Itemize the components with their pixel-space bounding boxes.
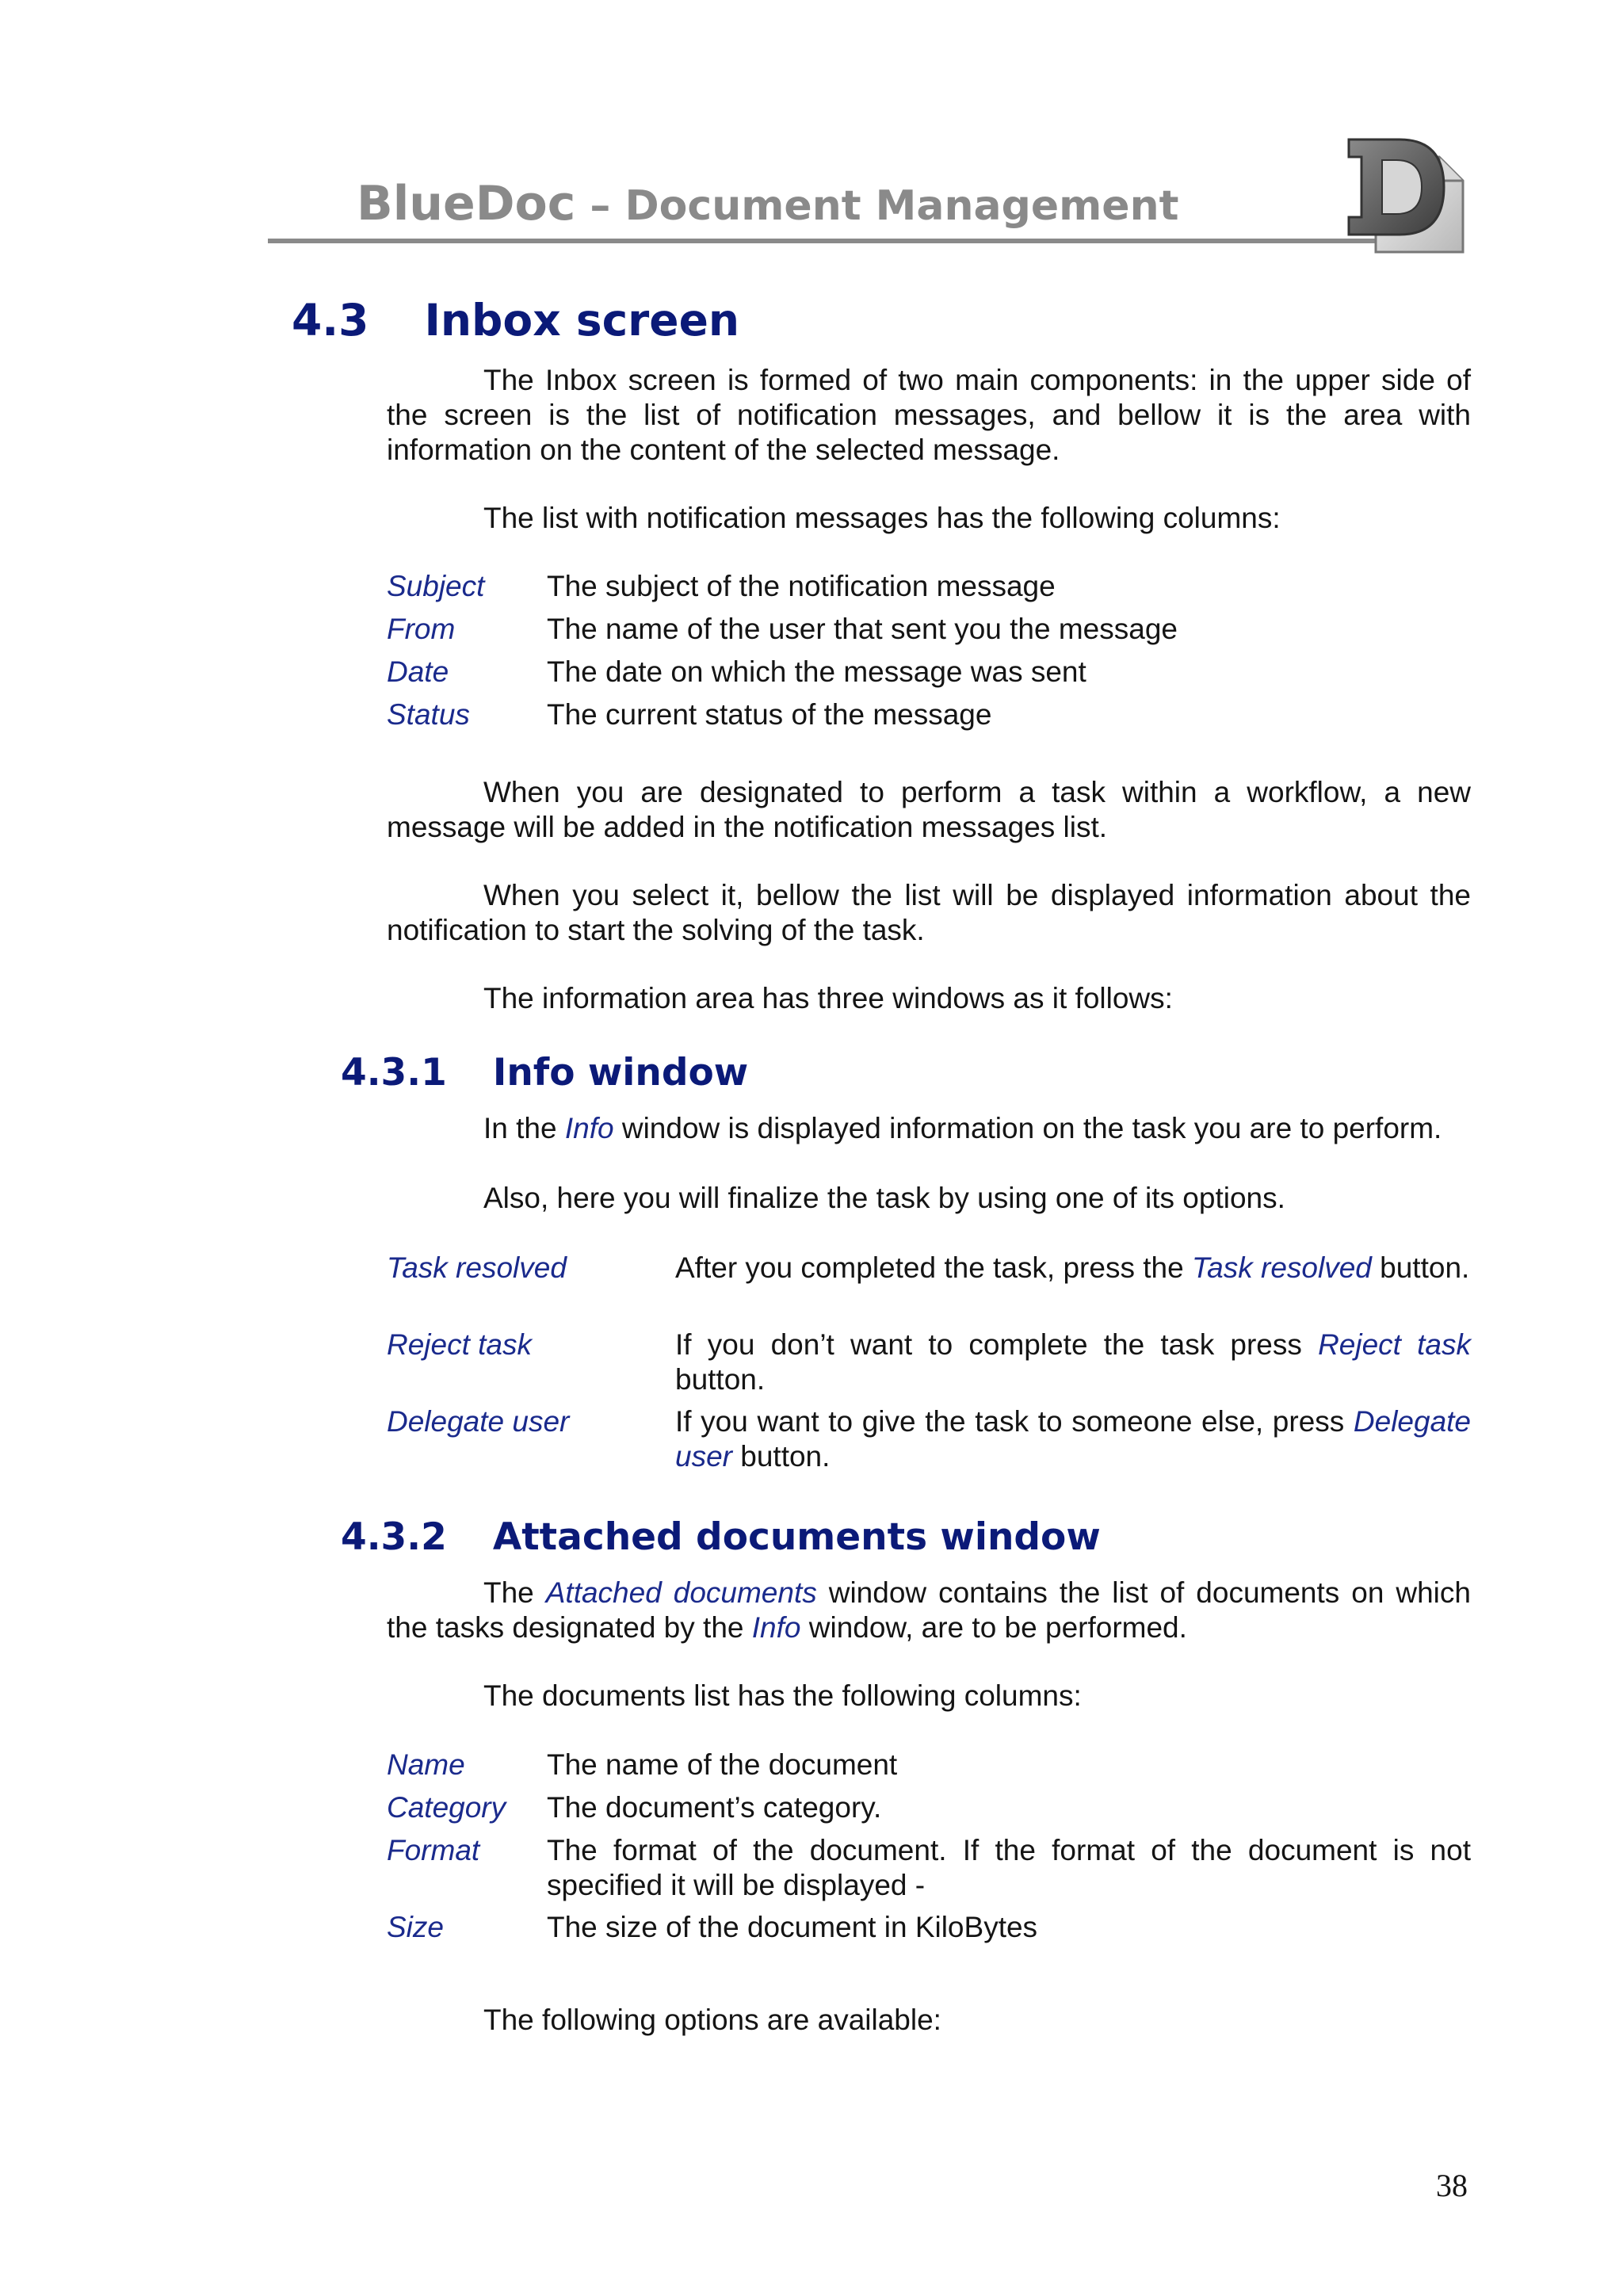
attached-window-title: Attached documents window [492,1515,1101,1559]
section-number: 4.3 [292,295,369,346]
option-term-reject-task: Reject task [387,1328,533,1361]
column-desc-from: The name of the user that sent you the message [547,613,1178,645]
info-window-line1: In the Info window is displayed information on the task you are to perform. [483,1112,1442,1144]
document-header-title [357,176,1178,231]
column-desc-date: The date on which the message was sent [547,655,1086,688]
column-term-from: From [387,613,456,645]
doc-column-term-format: Format [387,1834,480,1866]
header-brand: BlueDoc [357,176,576,231]
option-desc-reject-task: If you don’t want to complete the task press Reject task button. [675,1328,1472,1396]
intro-paragraph: The Inbox screen is formed of two main components: in the upper side of the screen is the list of notification messages, and bellow it is the area with information on the content of the selected message. [387,364,1471,466]
column-term-subject: Subject [387,570,485,602]
options-intro: The following options are available: [483,2004,941,2036]
column-term-status: Status [387,698,470,731]
header-subtitle: – Document Management [575,182,1179,230]
header-rule [268,239,1377,243]
doc-column-desc-format: The format of the document. If the format of the document is not specified it will be displayed - [547,1834,1471,1901]
doc-column-term-category: Category [387,1791,506,1824]
attached-window-number: 4.3.2 [341,1515,447,1559]
option-term-task-resolved: Task resolved [387,1251,567,1284]
attached-window-paragraph: The Attached documents window contains the list of documents on which the tasks designated by the Info window, are to be performed. [387,1576,1471,1644]
select-paragraph: When you select it, bellow the list will be displayed information about the notification to start the solving of the task. [387,879,1471,946]
option-desc-task-resolved: After you completed the task, press the Task resolved button. [675,1251,1470,1284]
workflow-paragraph: When you are designated to perform a task within a workflow, a new message will be added in the notification messages list. [387,776,1471,843]
doc-column-desc-name: The name of the document [547,1748,898,1781]
columns-intro: The list with notification messages has the following columns: [483,502,1281,534]
doc-column-desc-category: The document’s category. [547,1791,882,1824]
section-title: Inbox screen [424,295,740,346]
section-heading [292,295,739,346]
info-window-number: 4.3.1 [341,1051,447,1095]
info-window-heading [341,1051,748,1095]
doc-column-term-size: Size [387,1911,444,1943]
column-term-date: Date [387,655,449,688]
doc-column-desc-size: The size of the document in KiloBytes [547,1911,1038,1943]
column-desc-subject: The subject of the notification message [547,570,1056,602]
documents-columns-intro: The documents list has the following columns: [483,1679,1082,1712]
attached-window-heading [341,1515,1101,1559]
info-term-inline: Info [564,1112,614,1144]
option-desc-delegate-user: If you want to give the task to someone else, press Delegate user button. [675,1405,1471,1473]
column-desc-status: The current status of the message [547,698,992,731]
info-window-title: Info window [492,1051,749,1095]
windows-paragraph: The information area has three windows as it follows: [483,982,1173,1014]
bluedoc-d-logo-icon [1344,133,1471,260]
option-term-delegate-user: Delegate user [387,1405,570,1438]
page-number: 38 [1436,2168,1468,2203]
doc-column-term-name: Name [387,1748,465,1781]
info-window-line2: Also, here you will finalize the task by using one of its options. [483,1182,1285,1214]
